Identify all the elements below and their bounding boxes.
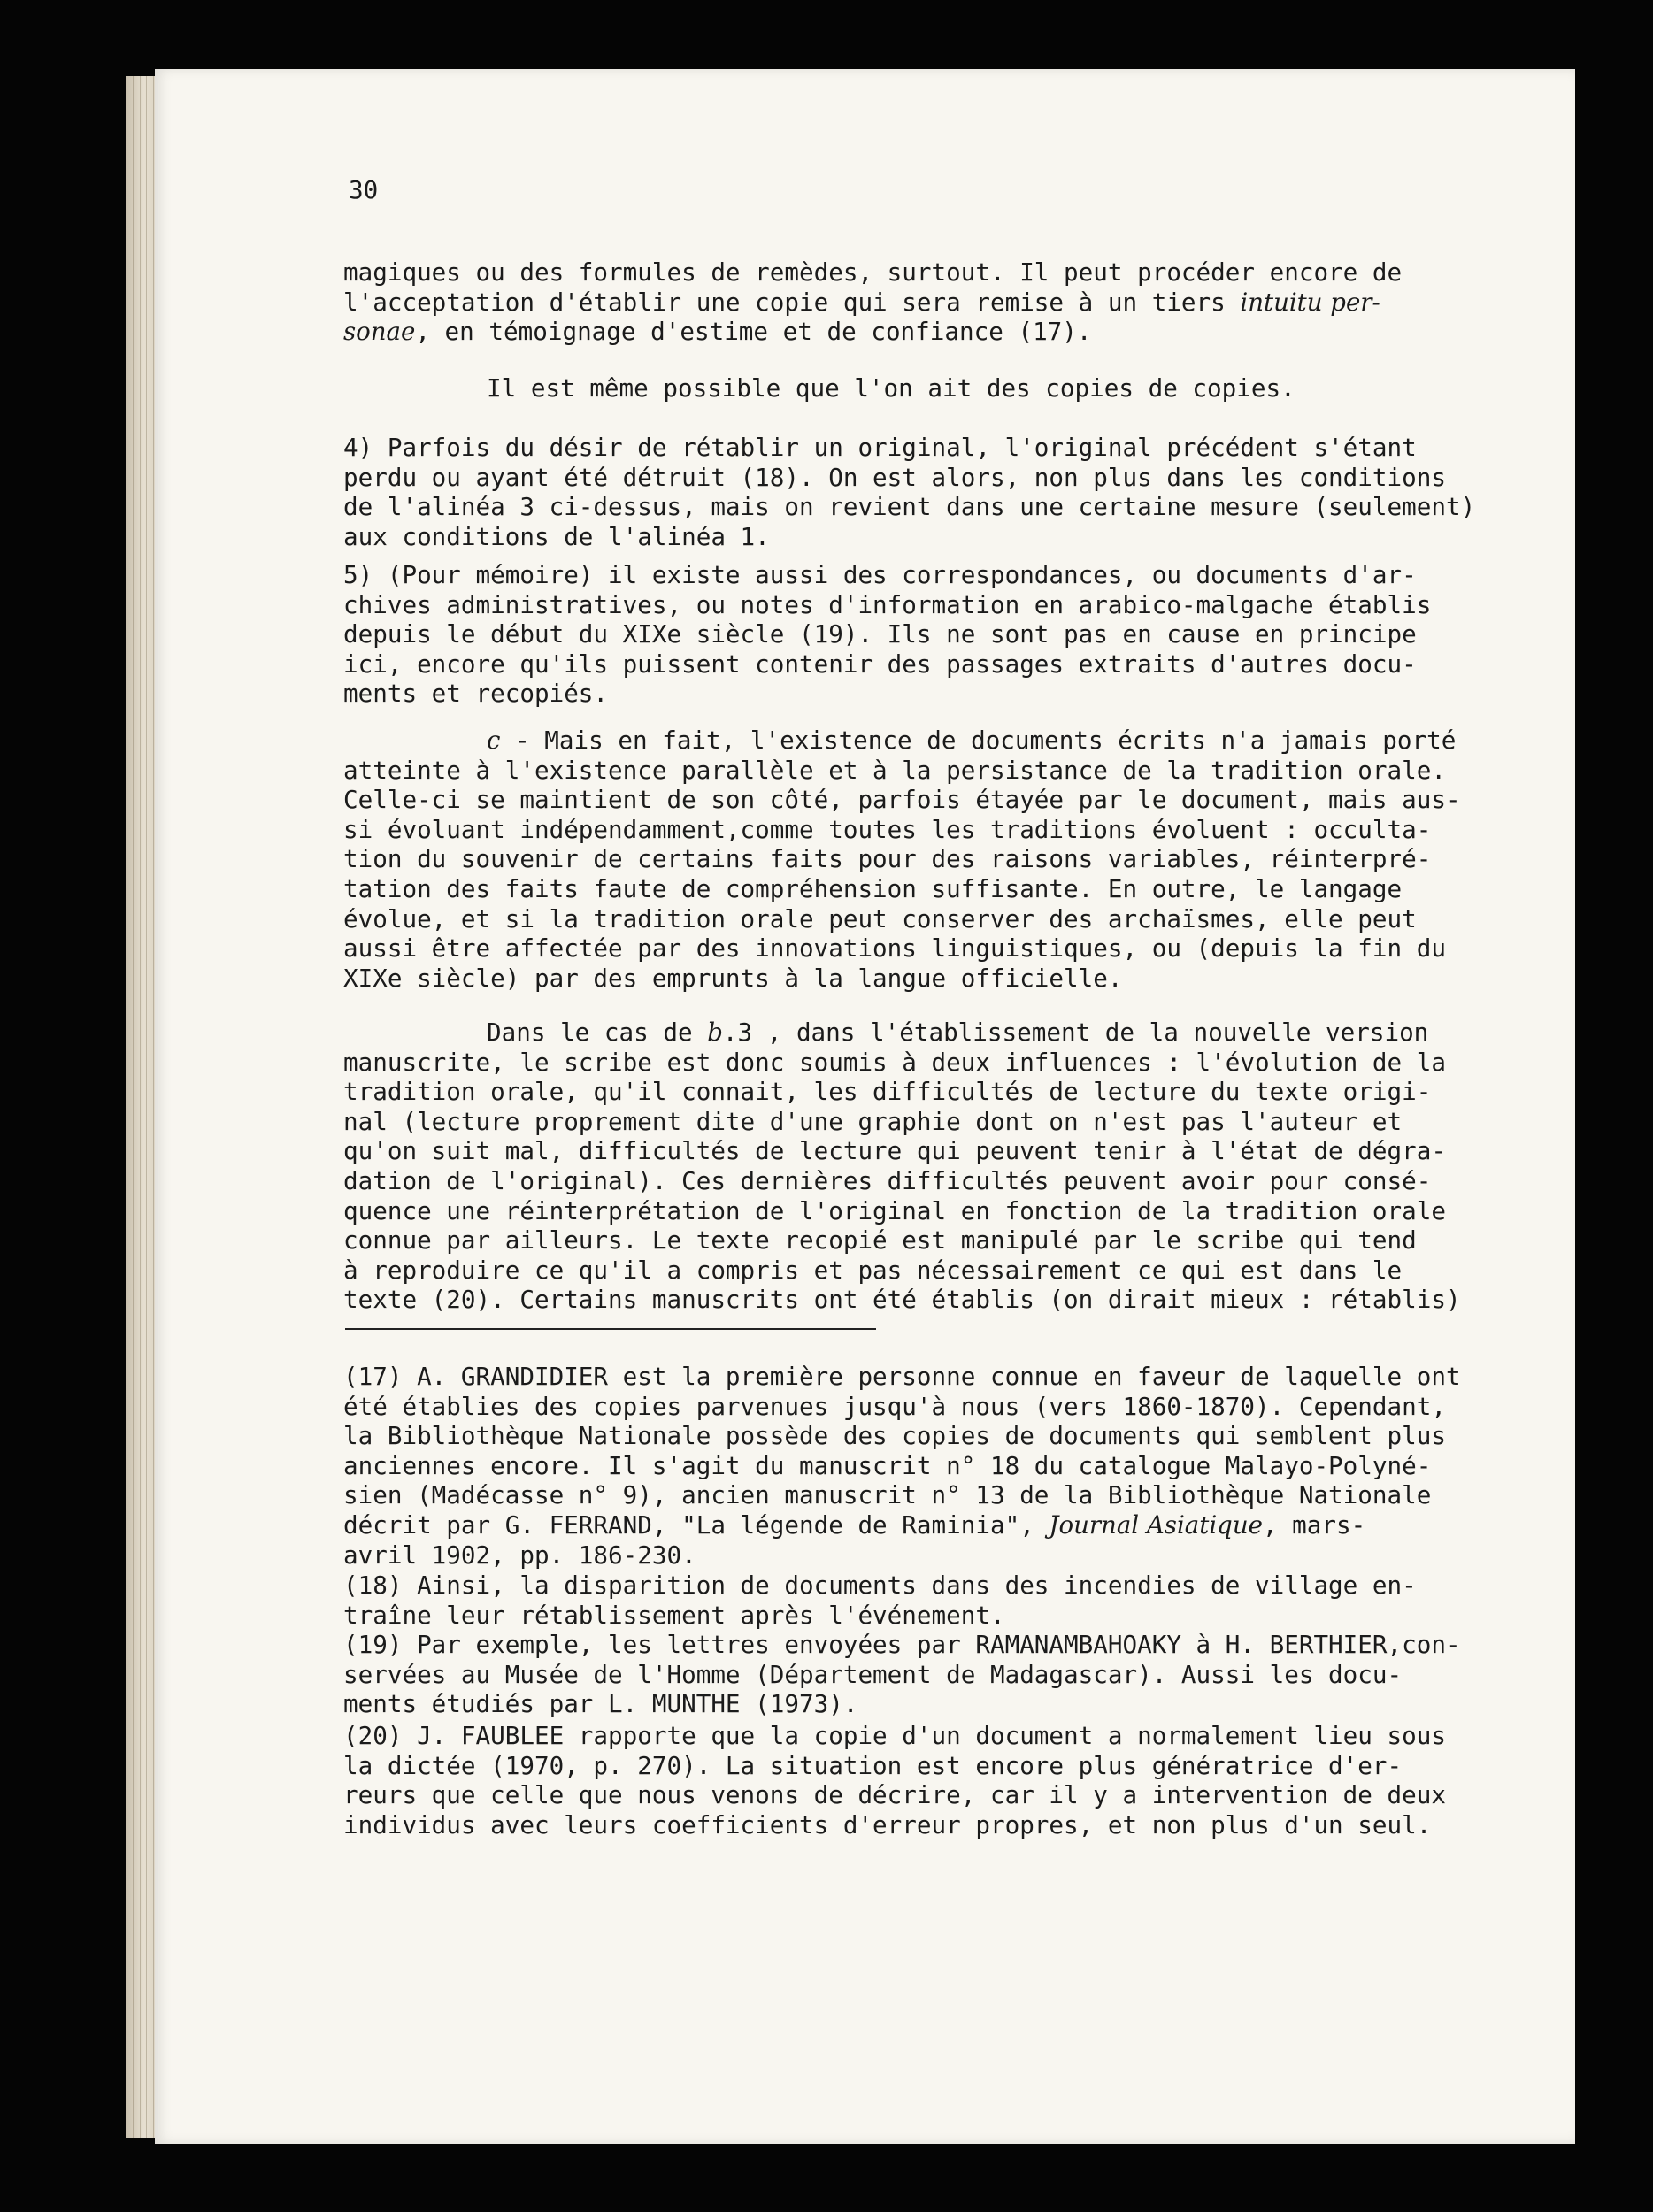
footnote-17 <box>343 1362 1461 1570</box>
paragraph-2 <box>343 373 1445 403</box>
text-line: c - Mais en fait, l'existence de documents écrits n'a jamais porté <box>487 726 1457 755</box>
text-line: l'acceptation d'établir une copie qui sera remise à un tiers intuitu per- <box>343 287 1380 317</box>
text-line: aussi être affectée par des innovations linguistiques, ou (depuis la fin du <box>343 933 1446 964</box>
paragraph-6 <box>343 1018 1461 1315</box>
paragraph-4 <box>343 560 1445 709</box>
text-line: Celle-ci se maintient de son côté, parfois étayée par le document, mais aus- <box>343 785 1461 815</box>
text-line: aux conditions de l'alinéa 1. <box>343 521 770 551</box>
footnote-separator <box>345 1328 876 1330</box>
text-line: connue par ailleurs. Le texte recopié est manipulé par le scribe qui tend <box>343 1225 1417 1256</box>
footnote-line: servées au Musée de l'Homme (Département de Madagascar). Aussi les docu- <box>343 1659 1403 1689</box>
footnote-line: reurs que celle que nous venons de décrire, car il y a intervention de deux <box>343 1780 1446 1810</box>
text-line: 4) Parfois du désir de rétablir un original, l'original précédent s'étant <box>343 433 1417 462</box>
footnote-line: (20) J. FAUBLEE rapporte que la copie d'un document a normalement lieu sous <box>343 1721 1446 1750</box>
paragraph-1 <box>343 257 1445 347</box>
text-line: Dans le cas de b.3 , dans l'établissement de la nouvelle version <box>487 1018 1429 1047</box>
text-line: si évoluant indépendamment,comme toutes les traditions évoluent : occulta- <box>343 814 1432 844</box>
footnote-18 <box>343 1571 1445 1630</box>
footnote-line: (19) Par exemple, les lettres envoyées par RAMANAMBAHOAKY à H. BERTHIER,con- <box>343 1630 1461 1659</box>
text-line: ments et recopiés. <box>343 679 609 709</box>
text-line: sonae, en témoignage d'estime et de confiance (17). <box>343 317 1092 347</box>
footnote-19 <box>343 1630 1461 1719</box>
text-line: évolue, et si la tradition orale peut conserver des archaïsmes, elle peut <box>343 903 1417 933</box>
footnote-line: été établies des copies parvenues jusqu'à nous (vers 1860-1870). Cependant, <box>343 1391 1446 1421</box>
paragraph-3 <box>343 433 1476 551</box>
footnote-line: individus avec leurs coefficients d'erreur propres, et non plus d'un seul. <box>343 1809 1432 1839</box>
text-line: de l'alinéa 3 ci-dessus, mais on revient dans une certaine mesure (seulement) <box>343 492 1476 522</box>
footnote-line: décrit par G. FERRAND, "La légende de Raminia", Journal Asiatique, mars- <box>343 1509 1366 1540</box>
footnote-line: (18) Ainsi, la disparition de documents dans des incendies de village en- <box>343 1571 1417 1600</box>
footnote-line: ments étudiés par L. MUNTHE (1973). <box>343 1689 858 1719</box>
text-line: magiques ou des formules de remèdes, surtout. Il peut procéder encore de <box>343 257 1403 287</box>
text-line: depuis le début du XIXe siècle (19). Ils ne sont pas en cause en principe <box>343 619 1417 649</box>
footnote-line: sien (Madécasse n° 9), ancien manuscrit n° 13 de la Bibliothèque Nationale <box>343 1480 1432 1510</box>
text-line: qu'on suit mal, difficultés de lecture qui peuvent tenir à l'état de dégra- <box>343 1136 1446 1166</box>
text-line: chives administratives, ou notes d'information en arabico-malgache établis <box>343 589 1432 619</box>
text-line: tation des faits faute de compréhension suffisante. En outre, le langage <box>343 873 1403 903</box>
text-line: tion du souvenir de certains faits pour des raisons variables, réinterpré- <box>343 844 1432 874</box>
footnote-line: avril 1902, pp. 186-230. <box>343 1540 696 1570</box>
text-line: ici, encore qu'ils puissent contenir des passages extraits d'autres docu- <box>343 649 1417 679</box>
text-line: dation de l'original). Ces dernières difficultés peuvent avoir pour consé- <box>343 1165 1432 1195</box>
text-line: Il est même possible que l'on ait des copies de copies. <box>487 373 1295 403</box>
text-line: nal (lecture proprement dite d'une graphie dont on n'est pas l'auteur et <box>343 1106 1403 1136</box>
footnote-line: traîne leur rétablissement après l'événement. <box>343 1600 1005 1630</box>
text-line: texte (20). Certains manuscrits ont été établis (on dirait mieux : rétablis) <box>343 1285 1461 1315</box>
footnote-line: (17) A. GRANDIDIER est la première personne connue en faveur de laquelle ont <box>343 1362 1461 1391</box>
text-line: perdu ou ayant été détruit (18). On est alors, non plus dans les conditions <box>343 462 1446 492</box>
text-line: XIXe siècle) par des emprunts à la langue officielle. <box>343 963 1123 993</box>
text-line: 5) (Pour mémoire) il existe aussi des correspondances, ou documents d'ar- <box>343 560 1417 589</box>
text-line: à reproduire ce qu'il a compris et pas nécessairement ce qui est dans le <box>343 1255 1403 1285</box>
footnote-20 <box>343 1721 1445 1839</box>
text-line: quence une réinterprétation de l'original en fonction de la tradition orale <box>343 1195 1446 1225</box>
text-line: manuscrite, le scribe est donc soumis à deux influences : l'évolution de la <box>343 1047 1446 1077</box>
text-line: tradition orale, qu'il connait, les difficultés de lecture du texte origi- <box>343 1077 1432 1107</box>
text-line: atteinte à l'existence parallèle et à la persistance de la tradition orale. <box>343 755 1446 785</box>
footnote-line: anciennes encore. Il s'agit du manuscrit n° 18 du catalogue Malayo-Polyné- <box>343 1450 1432 1480</box>
footnote-line: la dictée (1970, p. 270). La situation est encore plus génératrice d'er- <box>343 1750 1403 1780</box>
footnote-line: la Bibliothèque Nationale possède des copies de documents qui semblent plus <box>343 1421 1446 1451</box>
paragraph-5 <box>343 726 1461 993</box>
page-number: 30 <box>349 175 379 204</box>
